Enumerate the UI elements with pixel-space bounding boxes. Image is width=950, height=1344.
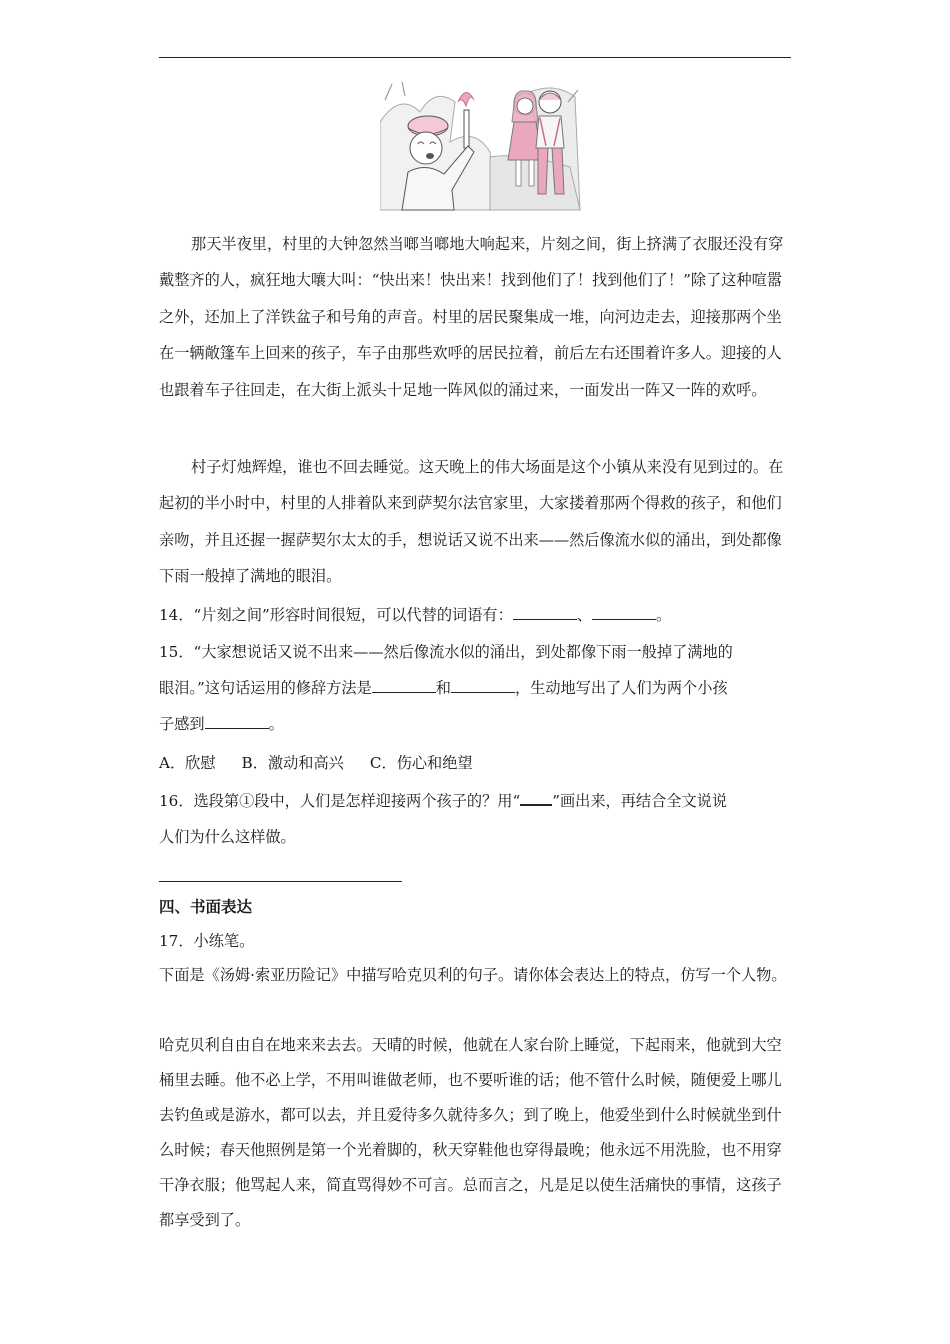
answer-blank[interactable]	[372, 678, 436, 693]
passage-paragraph-1: 那天半夜里，村里的大钟忽然当啷当啷地大响起来，片刻之间，街上挤满了衣服还没有穿戴整齐的人，疯狂地大嚷大叫：“快出来！快出来！找到他们了！找到他们了！”除了这种喧嚣之外，还加上了洋铁盆子和号角的声音。村里的居民聚集成一堆，向河边走去，迎接那两个坐在一辆敞篷车上回来的孩子，车子由那些欢呼的居民拉着，前后左右还围着许多人。迎接的人也跟着车子往回走，在大街上派头十足地一阵风似的涌过来，一面发出一阵又一阵的欢呼。	[159, 235, 784, 399]
question-15-line-1: 15．“大家想说话又说不出来——然后像流水似的涌出，到处都像下雨一般掉了满地的	[159, 643, 733, 661]
question-16-text-b: ”画出来，再结合全文说说	[552, 792, 728, 810]
question-15-line-3	[159, 706, 799, 742]
question-15-text-d: 子感到	[159, 715, 205, 733]
answer-blank[interactable]	[451, 678, 515, 693]
top-rule	[159, 57, 791, 58]
passage-paragraph-2: 村子灯烛辉煌，谁也不回去睡觉。这天晚上的伟大场面是这个小镇从来没有见到过的。在起初的半小时中，村里的人排着队来到萨契尔法官家里，大家搂着那两个得救的孩子，和他们亲吻，并且还握一握萨契尔太太的手，想说话又说不出来——然后像流水似的涌出，到处都像下雨一般掉了满地的眼泪。	[159, 458, 784, 586]
option-c[interactable]: C．伤心和绝望	[369, 754, 473, 772]
option-b[interactable]: B．激动和高兴	[241, 754, 344, 772]
question-14	[159, 597, 799, 633]
section-heading: 四、书面表达	[159, 898, 253, 916]
question-17-intro: 下面是《汤姆·索亚历险记》中描写哈克贝利的句子。请你体会表达上的特点，仿写一个人物。	[159, 966, 787, 984]
answer-blank[interactable]	[592, 605, 656, 620]
question-16-text-a: 16．选段第①段中，人们是怎样迎接两个孩子的？用“	[159, 792, 521, 810]
question-14-separator: 、	[576, 606, 592, 624]
underline-mark	[520, 792, 552, 806]
question-14-text: 14．“片刻之间”形容时间很短，可以代替的词语有：	[159, 606, 513, 624]
question-16-line-2: 人们为什么这样做。	[159, 828, 296, 846]
question-15-text-e: 。	[268, 715, 284, 733]
question-15-line-2	[159, 670, 799, 706]
question-15-options	[159, 745, 799, 781]
story-illustration	[380, 82, 582, 212]
question-17-title: 17．小练笔。	[159, 932, 255, 950]
question-16-line-1	[159, 783, 799, 819]
option-a[interactable]: A．欣慰	[159, 754, 216, 772]
question-14-end: 。	[655, 606, 672, 624]
answer-blank[interactable]	[205, 714, 269, 729]
question-15-text-b: 和	[435, 679, 451, 697]
question-15-text-c: ，生动地写出了人们为两个小孩	[514, 679, 728, 697]
answer-line[interactable]	[159, 881, 402, 882]
answer-blank[interactable]	[513, 605, 577, 620]
question-17-excerpt: 哈克贝利自由自在地来来去去。天晴的时候，他就在人家台阶上睡觉，下起雨来，他就到大空桶里去睡。他不必上学，不用叫谁做老师，也不要听谁的话；他不管什么时候，随便爱上哪儿去钓鱼或是游水，都可以去，并且爱待多久就待多久；到了晚上，他爱坐到什么时候就坐到什么时候；春天他照例是第一个光着脚的，秋天穿鞋他也穿得最晚；他永远不用洗脸，也不用穿干净衣服；他骂起人来，简直骂得妙不可言。总而言之，凡是足以使生活痛快的事情，这孩子都享受到了。	[159, 1036, 782, 1229]
question-15-text-a: 眼泪。”这句话运用的修辞方法是	[159, 679, 372, 697]
